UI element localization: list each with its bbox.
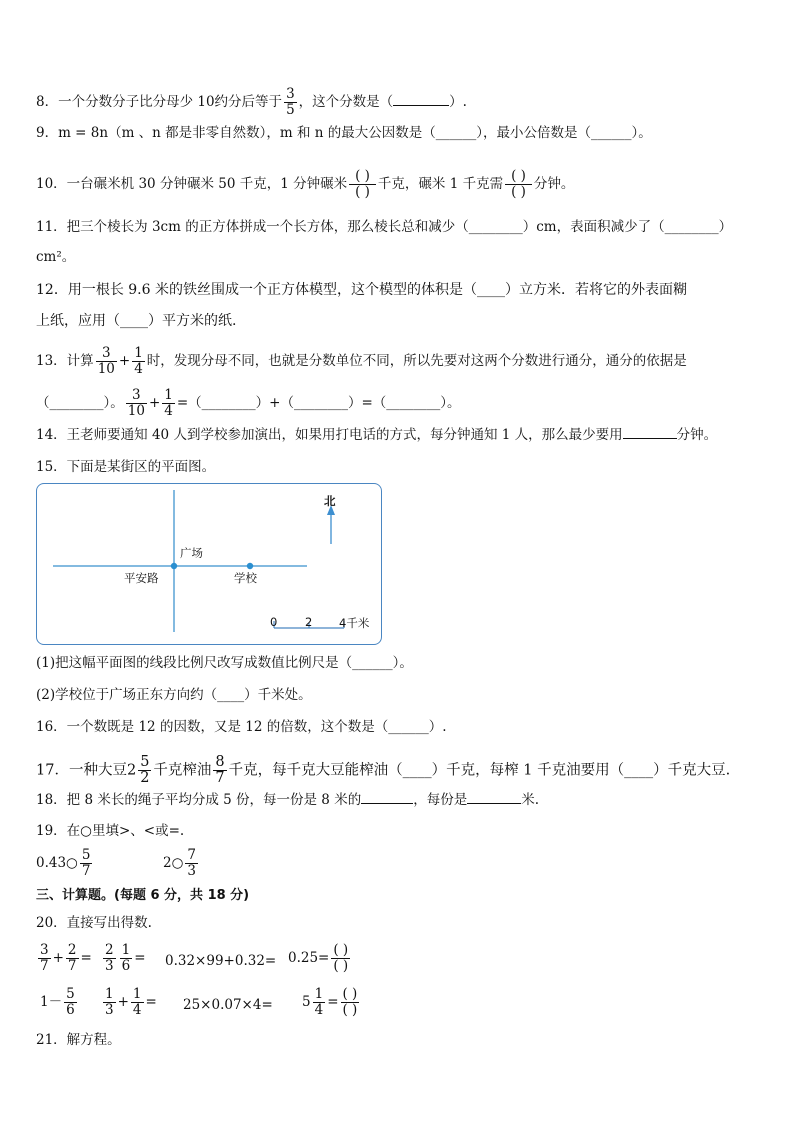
school-label: 学校 — [234, 571, 257, 585]
question-11-cont: cm²。 — [36, 249, 76, 265]
calc-r2-d: 5 $\frac{1}{4}$ = $\frac{( )}{( )}$ — [302, 986, 358, 1018]
calc-r1-b: $\frac{2}{3}$ $\frac{1}{6}$ = — [105, 942, 146, 974]
question-16: 16．一个数既是 12 的因数，又是 12 的倍数，这个数是（______）. — [36, 719, 447, 735]
question-21: 21．解方程。 — [36, 1032, 121, 1048]
calc-r1-d: 0.25= $\frac{( )}{( )}$ — [288, 942, 349, 974]
question-15-1: (1)把这幅平面图的线段比例尺改写成数值比例尺是（______）。 — [36, 655, 413, 671]
answer-fraction-blank[interactable]: $\frac{( )}{( )}$ — [342, 986, 358, 1018]
question-12: 12．用一根长 9.6 米的铁丝围成一个正方体模型，这个模型的体积是（____）立方米．若将它的外表面糊 — [36, 282, 687, 298]
question-10: 10．一台碾米机 30 分钟碾米 50 千克，1 分钟碾米 ( ) ( ) 千克，碾米 1 千克需 ( ) ( ) 分钟。 — [36, 168, 575, 200]
answer-fraction-blank[interactable]: ( ) ( ) — [505, 169, 532, 200]
question-15: 15．下面是某街区的平面图。 — [36, 459, 216, 475]
fraction: $\frac{3}{10}$ — [127, 387, 145, 419]
question-13: 13．计算 $\frac{3}{10}$ + $\frac{1}{4}$ 时，发现分母不同，也就是分数单位不同，所以先要对这两个分数进行通分，通分的依据是 — [36, 345, 687, 377]
mixed-number: 2 $\frac{5}{2}$ — [126, 754, 150, 786]
calc-r2-b: $\frac{1}{3}$ + $\frac{1}{4}$ = — [105, 986, 157, 1018]
calc-r1-c: 0.32×99+0.32= — [165, 953, 277, 969]
scale-tick-2: 2 — [305, 615, 313, 629]
fraction: $\frac{5}{7}$ — [81, 847, 91, 879]
fraction: $\frac{3}{10}$ — [97, 345, 115, 377]
fraction: $\frac{1}{4}$ — [134, 345, 143, 377]
question-15-2: (2)学校位于广场正东方向约（____）千米处。 — [36, 687, 312, 703]
question-9: 9．m = 8n（m 、n 都是非零自然数），m 和 n 的最大公因数是（______），最小公倍数是（______）。 — [36, 125, 652, 141]
street-map — [36, 483, 382, 645]
answer-blank[interactable] — [467, 803, 521, 804]
question-8: 8．一个分数分子比分母少 10约分后等于 $\frac{3}{5}$ ，这个分数是（ ）. — [36, 86, 467, 118]
question-20: 20．直接写出得数. — [36, 915, 152, 931]
question-14: 14．王老师要通知 40 人到学校参加演出，如果用打电话的方式，每分钟通知 1 人，那么最少要用 分钟。 — [36, 427, 718, 443]
plaza-point — [171, 563, 177, 569]
answer-fraction-blank[interactable]: ( ) ( ) — [349, 169, 376, 200]
answer-blank[interactable] — [393, 105, 449, 106]
compare-b: 2○ $\frac{7}{3}$ — [163, 847, 196, 879]
calc-r2-c: 25×0.07×4= — [183, 997, 273, 1013]
question-11: 11．把三个棱长为 3cm 的正方体拼成一个长方体，那么棱长总和减少（________）cm，表面积减少了（________） — [36, 219, 733, 235]
question-19: 19．在○里填>、<或=. — [36, 823, 185, 839]
road-label: 平安路 — [124, 571, 159, 585]
answer-blank[interactable] — [623, 438, 677, 439]
north-label: 北 — [324, 494, 336, 508]
fraction: $\frac{1}{4}$ — [164, 387, 173, 419]
q8-text: 8．一个分数分子比分母少 10约分后等于 — [36, 94, 283, 110]
scale-tick-0: 0 — [270, 615, 278, 629]
fraction: $\frac{8}{7}$ — [215, 754, 225, 786]
school-point — [247, 563, 253, 569]
plaza-label: 广场 — [180, 546, 203, 560]
section-heading: 三、计算题。(每题 6 分，共 18 分) — [36, 888, 250, 903]
scale-tick-4: 4千米 — [339, 616, 370, 630]
calc-r1-a: $\frac{3}{7}$ + $\frac{2}{7}$ = — [40, 942, 92, 974]
question-18: 18．把 8 米长的绳子平均分成 5 份，每一份是 8 米的 ，每份是 米. — [36, 792, 539, 808]
compare-a: 0.43○ $\frac{5}{7}$ — [36, 847, 91, 879]
question-17: 17．一种大豆2 $\frac{5}{2}$ 千克榨油 $\frac{8}{7}$ 千克，每千克大豆能榨油（____）千克，每榨 1 千克油要用（____）千克大豆. — [36, 754, 731, 786]
question-12-cont: 上纸，应用（____）平方米的纸. — [36, 313, 237, 329]
fraction: $\frac{3}{5}$ — [286, 86, 295, 118]
calc-r2-a: 1－ $\frac{5}{6}$ — [40, 986, 75, 1018]
answer-blank[interactable] — [361, 803, 413, 804]
fraction: $\frac{7}{3}$ — [187, 847, 196, 879]
answer-fraction-blank[interactable]: $\frac{( )}{( )}$ — [333, 942, 349, 974]
question-13-cont: （________）。 $\frac{3}{10}$ + $\frac{1}{4}$ =（________）+（________）=（________）。 — [36, 387, 461, 419]
